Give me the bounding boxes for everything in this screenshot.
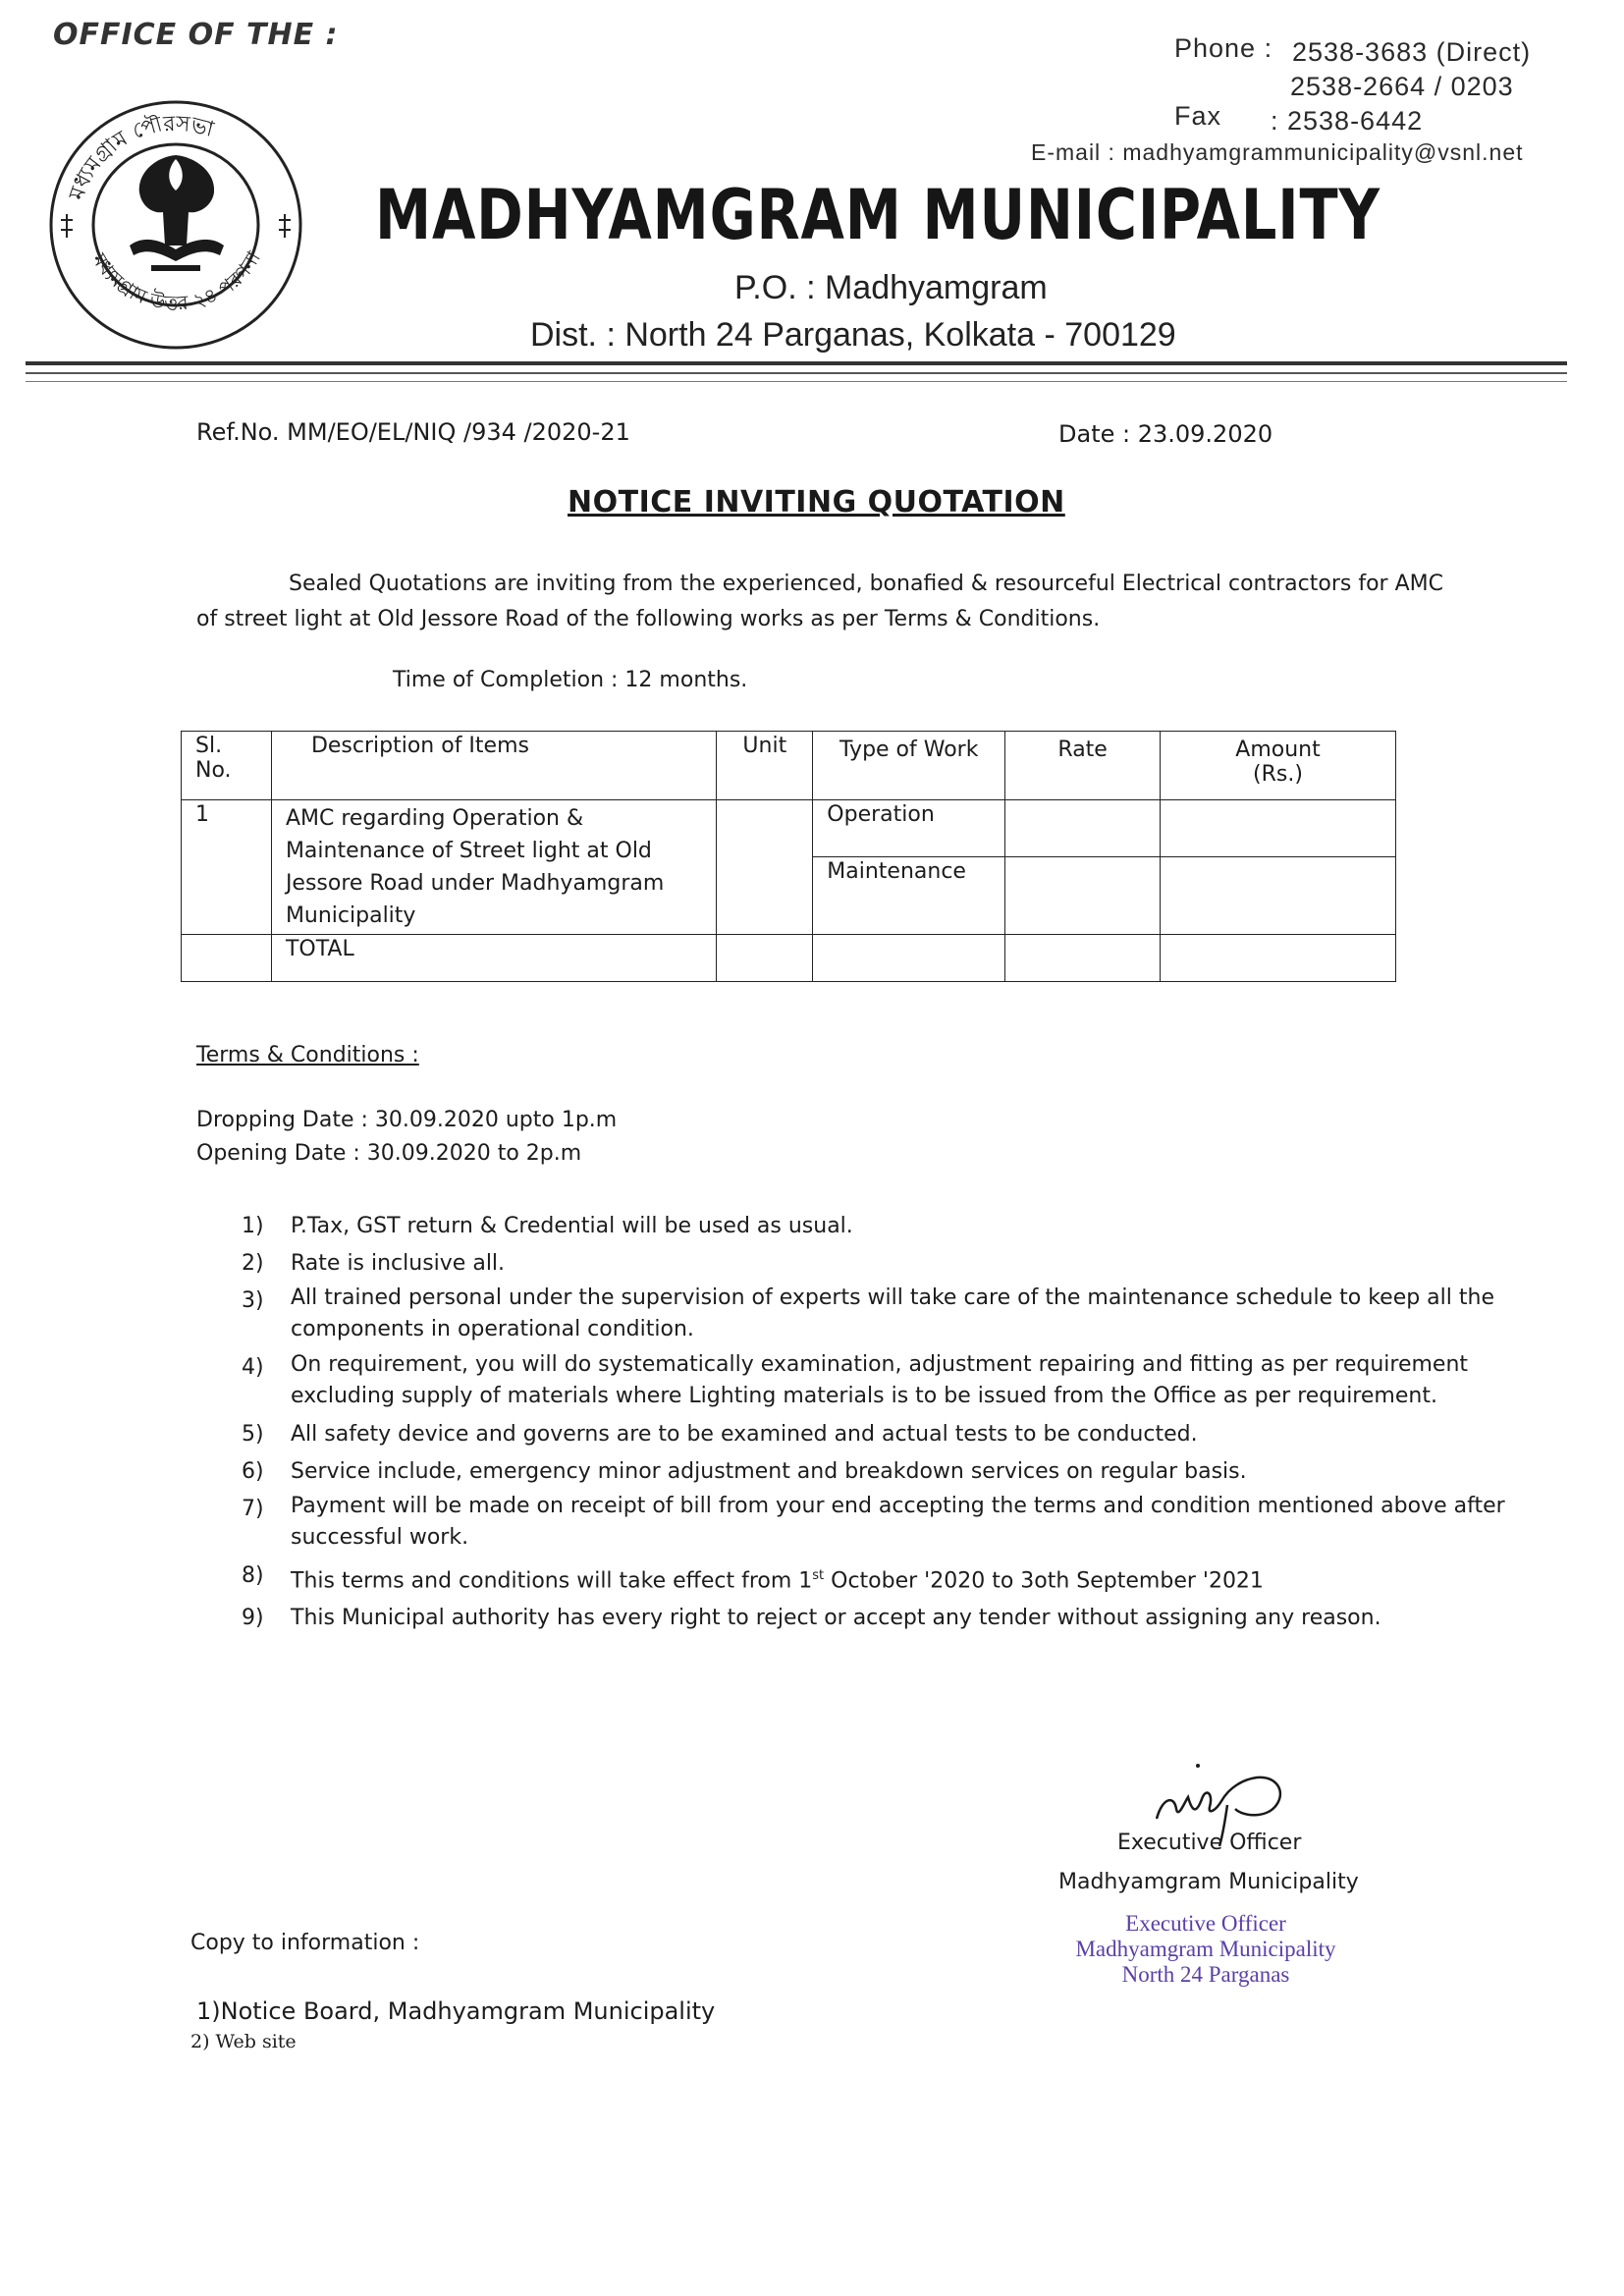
dropping-date: Dropping Date : 30.09.2020 upto 1p.m <box>196 1108 618 1132</box>
municipality-title: MADHYAMGRAM MUNICIPALITY <box>375 175 1380 255</box>
stamp-line-1: Executive Officer <box>1125 1911 1286 1936</box>
row1-amount-maintenance <box>1161 857 1396 935</box>
phone-label: Phone : <box>1174 33 1273 63</box>
stamp-line-2: Madhyamgram Municipality <box>1075 1937 1336 1961</box>
official-stamp <box>1066 1911 1345 1988</box>
col-header-rate: Rate <box>1005 732 1161 800</box>
email-address: E-mail : madhyamgrammunicipality@vsnl.net <box>1031 139 1524 165</box>
row1-type-maintenance: Maintenance <box>813 857 1005 935</box>
copy-to-item-2: 2) Web site <box>190 2031 297 2052</box>
row1-sl: 1 <box>182 800 272 935</box>
list-item: 5) All safety device and governs are to be examined and actual tests to be conducted. <box>242 1422 1198 1447</box>
copy-to-heading: Copy to information : <box>190 1931 420 1955</box>
notice-date: Date : 23.09.2020 <box>1058 420 1273 448</box>
list-item: 8) This terms and conditions will take effect from 1st October '2020 to 3oth September '2021 <box>242 1563 1264 1594</box>
table-row <box>182 800 1396 857</box>
table-total-row <box>182 935 1396 982</box>
total-rate <box>1005 935 1161 982</box>
reference-number: Ref.No. MM/EO/EL/NIQ /934 /2020-21 <box>196 418 630 446</box>
total-sl <box>182 935 272 982</box>
intro-paragraph-line2: of street light at Old Jessore Road of the following works as per Terms & Conditions. <box>196 607 1101 631</box>
total-amount <box>1161 935 1396 982</box>
seal-bottom-text: মধ্যমগ্রাম উত্তর ২৪ পরগনা <box>87 246 266 315</box>
col-header-type: Type of Work <box>813 732 1005 800</box>
list-item: 3) All trained personal under the supervision of experts will take care of the maintenance schedule to keep all the components in operational condition. <box>242 1285 1494 1341</box>
total-type <box>813 935 1005 982</box>
table-header-row <box>182 732 1396 800</box>
row1-type-operation: Operation <box>813 800 1005 857</box>
terms-heading: Terms & Conditions : <box>196 1043 419 1067</box>
list-item: 4) On requirement, you will do systematically examination, adjustment repairing and fitting as per requirement excluding supply of materials where Lighting materials is to be issued from the Office as per requirement. <box>242 1352 1469 1408</box>
row1-description: AMC regarding Operation & Maintenance of Street light at Old Jessore Road under Madhyamgram Municipality <box>271 800 716 935</box>
row1-rate-operation <box>1005 800 1161 857</box>
signatory-title: Executive Officer <box>1117 1831 1302 1855</box>
phone-direct: 2538-3683 (Direct) <box>1292 37 1532 67</box>
time-of-completion: Time of Completion : 12 months. <box>393 668 748 692</box>
row1-amount-operation <box>1161 800 1396 857</box>
col-header-amount: Amount (Rs.) <box>1161 732 1396 800</box>
list-item: 2) Rate is inclusive all. <box>242 1251 506 1276</box>
header-divider-thin <box>26 372 1567 374</box>
opening-date: Opening Date : 30.09.2020 to 2p.m <box>196 1141 582 1166</box>
row1-unit <box>717 800 813 935</box>
list-item: 7) Payment will be made on receipt of bill from your end accepting the terms and condition mentioned above after successful work. <box>242 1494 1505 1550</box>
signatory-organization: Madhyamgram Municipality <box>1058 1870 1359 1894</box>
total-unit <box>717 935 813 982</box>
col-header-sl: Sl. No. <box>182 732 272 800</box>
fax-number: : 2538-6442 <box>1271 106 1424 136</box>
col-header-description: Description of Items <box>271 732 716 800</box>
notice-heading: NOTICE INVITING QUOTATION <box>568 485 1065 519</box>
col-header-unit: Unit <box>717 732 813 800</box>
stamp-line-3: North 24 Parganas <box>1121 1962 1290 1987</box>
intro-paragraph-line1: Sealed Quotations are inviting from the experienced, bonafied & resourceful Electrical contractors for AMC <box>289 572 1443 596</box>
seal-top-text: মধ্যমগ্রাম পৌরসভা <box>64 111 217 203</box>
list-item: 1) P.Tax, GST return & Credential will be used as usual. <box>242 1214 853 1238</box>
quotation-table <box>181 731 1396 982</box>
terms-list <box>242 1208 1518 1637</box>
post-office-address: P.O. : Madhyamgram <box>734 269 1048 306</box>
list-item: 6) Service include, emergency minor adjustment and breakdown services on regular basis. <box>242 1459 1247 1484</box>
row1-rate-maintenance <box>1005 857 1161 935</box>
header-divider-hairline <box>26 381 1567 382</box>
list-item: 9) This Municipal authority has every right to reject or accept any tender without assigning any reason. <box>242 1606 1381 1631</box>
phone-other: 2538-2664 / 0203 <box>1290 72 1514 101</box>
office-of-label: OFFICE OF THE : <box>53 18 339 52</box>
header-divider <box>26 361 1567 365</box>
copy-to-item-1: 1)Notice Board, Madhyamgram Municipality <box>196 1997 716 2025</box>
fax-label: Fax <box>1174 101 1222 131</box>
district-address: Dist. : North 24 Parganas, Kolkata - 700129 <box>530 316 1176 354</box>
total-label: TOTAL <box>271 935 716 982</box>
municipality-seal-logo <box>47 98 304 352</box>
